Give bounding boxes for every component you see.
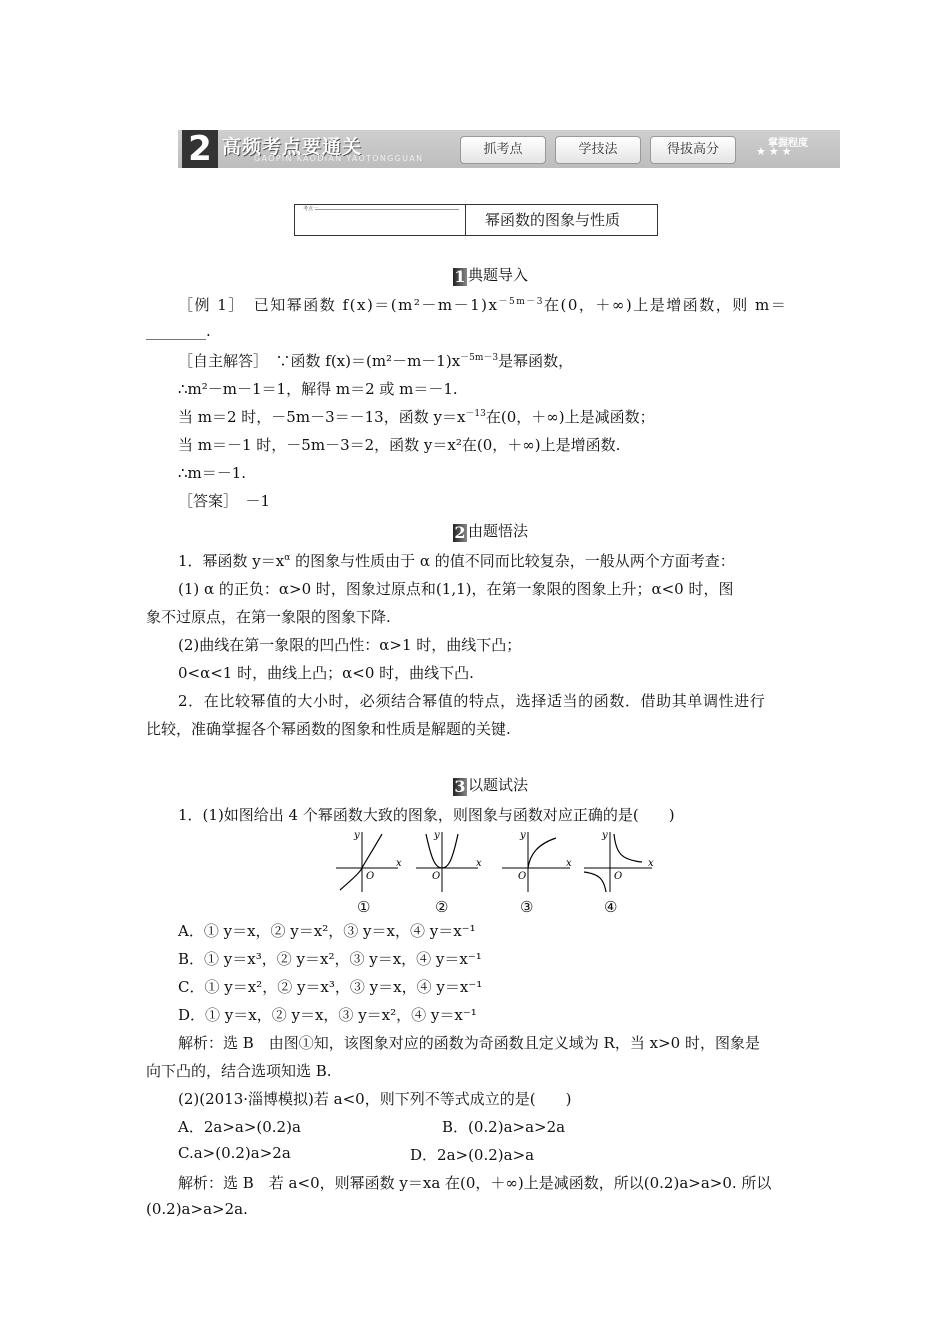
figure-label-2: ②	[435, 898, 449, 916]
text: 在(0，＋∞)上是增函数，则 m＝	[543, 296, 788, 314]
exponent: －13	[465, 409, 486, 419]
origin-label: O	[614, 871, 623, 882]
method-line-1	[178, 550, 735, 571]
section-title: 以题试法	[468, 776, 529, 794]
solution-line-1	[178, 350, 573, 371]
solution-2-line-1: 解析：选 B 若 a<0，则幂函数 y＝xa 在(0，＋∞)上是减函数，所以(0.2)a>a>0. 所以	[178, 1174, 772, 1192]
curve	[340, 834, 382, 890]
axis-label-x: x	[566, 858, 572, 869]
section-number: 1	[454, 267, 466, 286]
option-c: C．① y＝x²，② y＝x³，③ y＝x，④ y＝x⁻¹	[178, 978, 483, 996]
exponent: α	[284, 553, 291, 563]
option-a: A．① y＝x，② y＝x²，③ y＝x，④ y＝x⁻¹	[178, 922, 476, 940]
option-d: D．① y＝x，② y＝x，③ y＝x²，④ y＝x⁻¹	[178, 1006, 477, 1024]
method-line-7: 比较，准确掌握各个幂函数的图象和性质是解题的关键.	[146, 720, 511, 738]
mastery-label: 掌握程度	[768, 138, 808, 149]
example-line-1	[178, 294, 787, 315]
section-heading-3	[453, 774, 528, 796]
q2-option-c: C.a>(0.2)a>2a	[178, 1144, 291, 1162]
method-line-4: (2)曲线在第一象限的凹凸性：α>1 时，曲线下凸；	[178, 636, 522, 654]
banner-title: 高频考点要通关	[222, 136, 363, 158]
banner-number: 2	[182, 130, 218, 168]
curve	[584, 872, 606, 892]
origin-label: O	[366, 871, 375, 882]
axis-label-y: y	[602, 830, 608, 841]
q2-option-a: A．2a>a>(0.2)a	[178, 1118, 301, 1136]
graph-2	[414, 828, 484, 894]
answer-line: ［答案］ －1	[178, 492, 271, 510]
axis-label-x: x	[648, 858, 654, 869]
q2-option-b: B．(0.2)a>a>2a	[442, 1118, 566, 1136]
section-title: 由题悟法	[468, 522, 529, 540]
banner-pinyin: GAOPIN KAODIAN YAOTONGGUAN	[254, 154, 424, 163]
solution-line-4: 当 m＝－1 时，－5m－3＝2，函数 y＝x²在(0，＋∞)上是增函数.	[178, 436, 621, 454]
text: 在(0，＋∞)上是减函数；	[485, 408, 655, 426]
solution-2-line-2: (0.2)a>a>2a.	[146, 1200, 248, 1218]
topic-title: 幂函数的图象与性质	[485, 211, 621, 229]
origin-label: O	[432, 871, 441, 882]
axis-label-x: x	[396, 858, 402, 869]
text: 的图象与性质由于 α 的值不同而比较复杂，一般从两个方面考查：	[290, 552, 735, 570]
example-line-2: ________.	[146, 322, 211, 340]
divider	[315, 209, 459, 210]
topic-box	[294, 204, 658, 236]
solution-1-line-2: 向下凸的，结合选项知选 B.	[146, 1062, 332, 1080]
topic-label-cell	[295, 205, 466, 235]
section-title: 典题导入	[468, 266, 529, 284]
method-line-6: 2．在比较幂值的大小时，必须结合幂值的特点，选择适当的函数．借助其单调性进行	[178, 692, 766, 710]
solution-1-line-1: 解析：选 B 由图①知，该图象对应的函数为奇函数且定义域为 R，当 x>0 时，图象是	[178, 1034, 760, 1052]
curve	[528, 838, 556, 868]
method-line-5: 0<α<1 时，曲线上凸；α<0 时，曲线下凸.	[178, 664, 474, 682]
text: 是幂函数，	[498, 352, 574, 370]
exponent: －5m－3	[460, 353, 499, 363]
text: ［自主解答］ ∵函数 f(x)＝(m²－m－1)x	[178, 352, 461, 370]
exponent: －5m－3	[498, 297, 544, 307]
method-line-2: (1) α 的正负：α>0 时，图象过原点和(1,1)，在第一象限的图象上升；α<0 时，图	[178, 580, 734, 598]
figure-label-1: ①	[357, 898, 371, 916]
figure-label-3: ③	[520, 898, 534, 916]
star-icon: ★★★	[756, 145, 795, 158]
figure-label-4: ④	[604, 898, 618, 916]
tab-techniques[interactable]: 学技法	[555, 136, 641, 164]
section-number: 3	[454, 777, 466, 796]
axis-label-y: y	[520, 830, 526, 841]
topic-label: 考点一	[303, 206, 319, 212]
section-heading-2	[453, 520, 528, 542]
practice-question-2: (2)(2013·淄博模拟)若 a<0，则下列不等式成立的是( )	[178, 1090, 572, 1108]
text: ［例 1］ 已知幂函数 f(x)＝(m²－m－1)x	[178, 296, 499, 314]
curve	[614, 834, 642, 862]
practice-question-1: 1．(1)如图给出 4 个幂函数大致的图象，则图象与函数对应正确的是( )	[178, 806, 675, 824]
origin-label: O	[518, 871, 527, 882]
tab-key-points[interactable]: 抓考点	[460, 136, 546, 164]
section-heading-1	[453, 264, 528, 286]
text: 1．幂函数 y＝x	[178, 552, 285, 570]
solution-line-3	[178, 406, 655, 427]
section-banner	[178, 130, 840, 168]
q2-option-d: D．2a>(0.2)a>a	[410, 1146, 535, 1164]
graph-4	[582, 828, 656, 894]
axis-label-x: x	[476, 858, 482, 869]
solution-line-2: ∴m²－m－1＝1，解得 m＝2 或 m＝－1.	[178, 380, 458, 398]
graph-3	[500, 828, 574, 894]
graph-1	[334, 828, 404, 894]
text: 当 m＝2 时，－5m－3＝－13，函数 y＝x	[178, 408, 466, 426]
option-b: B．① y＝x³，② y＝x²，③ y＝x，④ y＝x⁻¹	[178, 950, 482, 968]
axis-label-y: y	[434, 830, 440, 841]
solution-line-5: ∴m＝－1.	[178, 464, 247, 482]
tab-high-score[interactable]: 得拔高分	[650, 136, 736, 164]
section-number: 2	[454, 523, 466, 542]
method-line-3: 象不过原点，在第一象限的图象下降.	[146, 608, 391, 626]
axis-label-y: y	[354, 830, 360, 841]
